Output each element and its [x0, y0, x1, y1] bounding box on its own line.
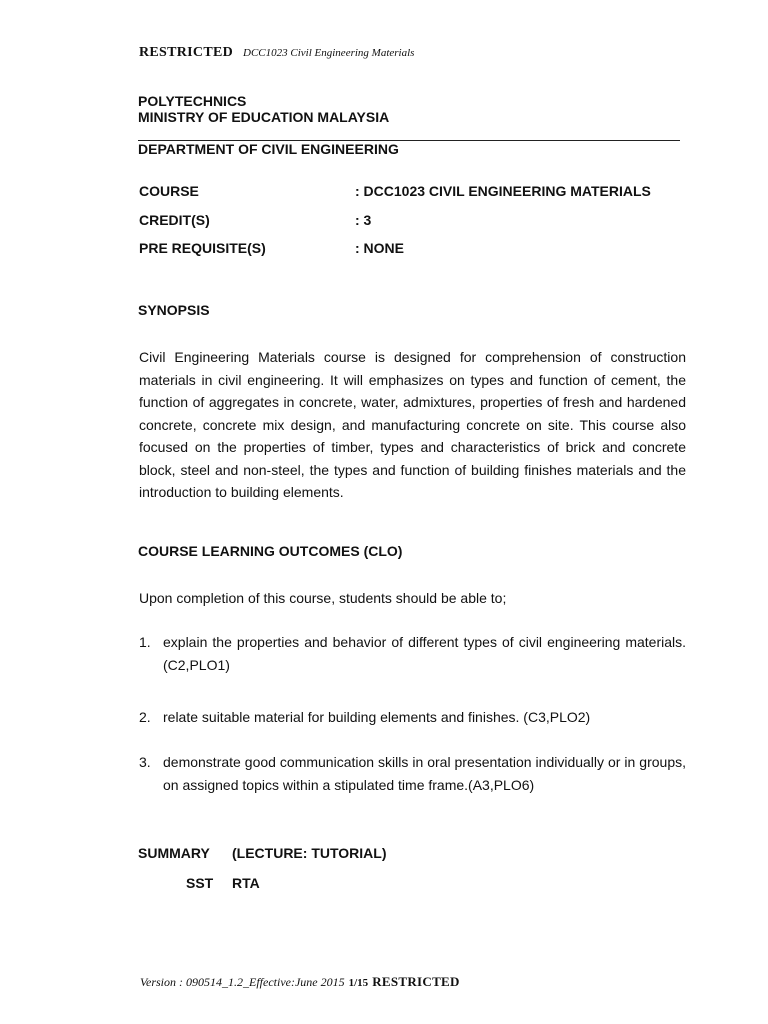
clo-intro: Upon completion of this course, students should be able to; [139, 590, 507, 606]
summary-sst: SST [186, 875, 214, 891]
department-title: DEPARTMENT OF CIVIL ENGINEERING [138, 141, 399, 157]
footer-version: Version : 090514_1.2_Effective:June 2015 [140, 975, 345, 989]
footer-classification: RESTRICTED [372, 974, 460, 989]
institution-line2: MINISTRY OF EDUCATION MALAYSIA [138, 109, 390, 125]
course-label: COURSE [139, 183, 199, 199]
clo-item-number: 2. [139, 709, 151, 725]
course-value: : DCC1023 CIVIL ENGINEERING MATERIALS [355, 183, 651, 199]
footer-page-number: 1/15 [348, 977, 369, 989]
clo-item-number: 1. [139, 634, 151, 650]
credits-label: CREDIT(S) [139, 212, 210, 228]
header-course-ref: DCC1023 Civil Engineering Materials [243, 47, 415, 59]
clo-heading: COURSE LEARNING OUTCOMES (CLO) [138, 543, 403, 559]
prerequisite-label: PRE REQUISITE(S) [139, 240, 266, 256]
institution-line1: POLYTECHNICS [138, 93, 247, 109]
clo-item-text: explain the properties and behavior of different types of civil engineering materials.(C2,PLO1) [163, 634, 686, 673]
summary-rta: RTA [232, 875, 260, 891]
clo-item-text: relate suitable material for building elements and finishes. (C3,PLO2) [163, 709, 591, 725]
header-classification: RESTRICTED [139, 45, 234, 60]
page-footer [140, 973, 460, 991]
prerequisite-value: : NONE [355, 240, 404, 256]
credits-value: : 3 [355, 212, 372, 228]
summary-detail: (LECTURE: TUTORIAL) [232, 845, 387, 861]
summary-label: SUMMARY [138, 845, 210, 861]
synopsis-heading: SYNOPSIS [138, 302, 210, 318]
clo-item-text: demonstrate good communication skills in oral presentation individually or in groups, on assigned topics within a stipulated time frame.(A3,PLO6) [163, 754, 686, 793]
synopsis-text: Civil Engineering Materials course is designed for comprehension of construction materials in civil engineering. It will emphasizes on types and function of cement, the function of aggregates in concrete, water, admixtures, properties of fresh and hardened concrete, concrete mix design, and manufacturing concrete on site. This course also focused on the properties of timber, types and characteristics of brick and concrete block, steel and non-steel, the types and function of building finishes materials and the introduction to building elements. [139, 349, 686, 500]
page-header [139, 43, 414, 61]
clo-item-number: 3. [139, 754, 151, 770]
